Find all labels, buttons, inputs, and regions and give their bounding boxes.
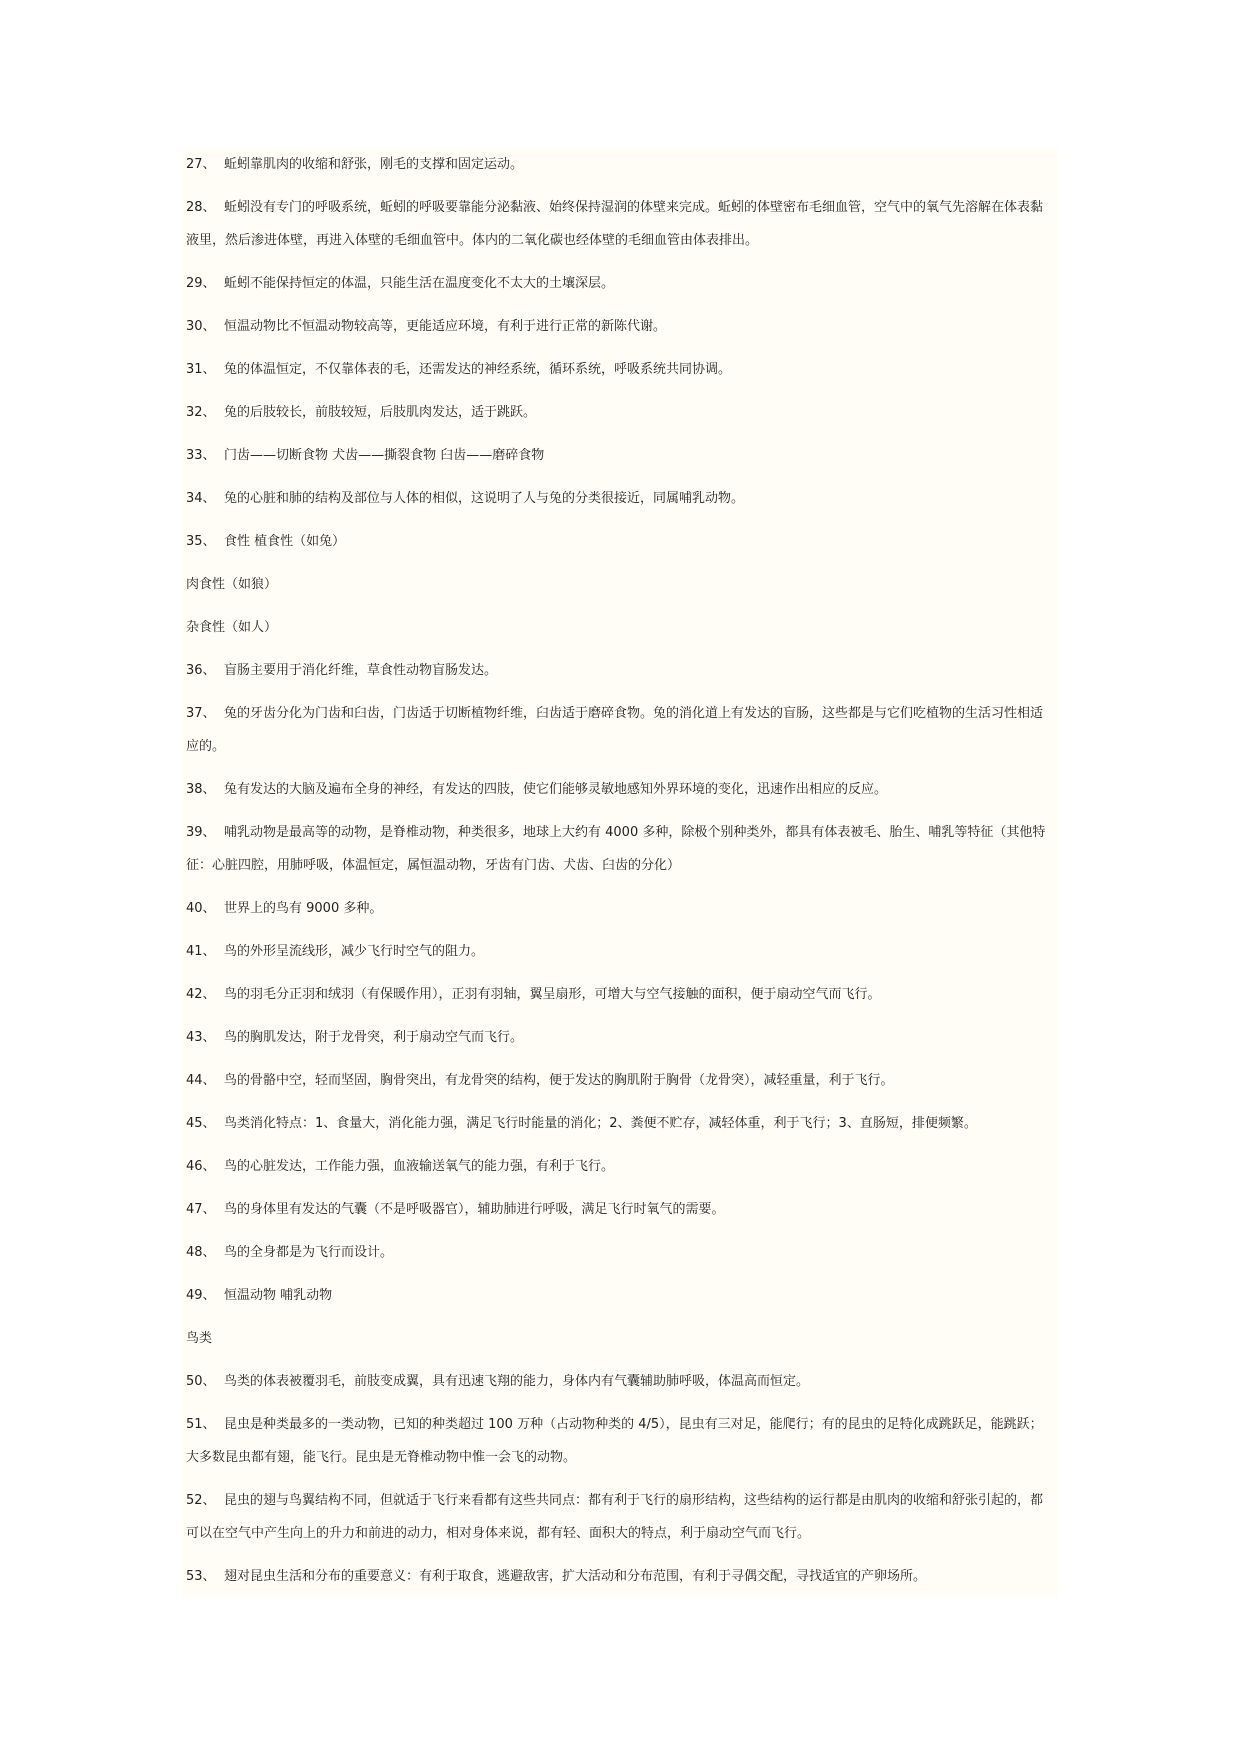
item-number: 40、 — [186, 901, 216, 916]
item-text: 蚯蚓没有专门的呼吸系统，蚯蚓的呼吸要靠能分泌黏液、始终保持湿润的体壁来完成。蚯蚓的体壁密布毛细血管，空气中的氧气先溶解在体表黏液里，然后渗进体壁，再进入体壁的毛细血管中。体内的二氧化碳也经体壁的毛细血管由体表排出。 — [186, 200, 1044, 248]
list-item — [186, 1021, 1054, 1054]
item-number: 41、 — [186, 944, 216, 959]
item-text: 兔有发达的大脑及遍布全身的神经，有发达的四肢，使它们能够灵敏地感知外界环境的变化，迅速作出相应的反应。 — [224, 782, 888, 797]
list-item — [186, 1322, 1054, 1355]
list-item — [186, 654, 1054, 687]
item-text: 杂食性（如人） — [186, 620, 278, 635]
item-number: 32、 — [186, 405, 216, 420]
item-number: 33、 — [186, 448, 216, 463]
entry-list — [186, 148, 1054, 1593]
item-number: 43、 — [186, 1030, 216, 1045]
item-text: 世界上的鸟有 9000 多种。 — [224, 901, 383, 916]
list-item — [186, 1193, 1054, 1226]
list-item — [186, 697, 1054, 763]
item-number: 27、 — [186, 157, 216, 172]
item-number: 44、 — [186, 1073, 216, 1088]
list-item — [186, 396, 1054, 429]
item-text: 兔的后肢较长，前肢较短，后肢肌肉发达，适于跳跃。 — [224, 405, 537, 420]
item-number: 47、 — [186, 1202, 216, 1217]
item-number: 29、 — [186, 276, 216, 291]
item-text: 恒温动物比不恒温动物较高等，更能适应环境，有利于进行正常的新陈代谢。 — [224, 319, 667, 334]
list-item — [186, 773, 1054, 806]
item-number: 38、 — [186, 782, 216, 797]
item-text: 兔的牙齿分化为门齿和臼齿，门齿适于切断植物纤维，臼齿适于磨碎食物。兔的消化道上有发达的盲肠，这些都是与它们吃植物的生活习性相适应的。 — [186, 706, 1044, 754]
item-text: 恒温动物 哺乳动物 — [224, 1288, 333, 1303]
item-text: 盲肠主要用于消化纤维，草食性动物盲肠发达。 — [224, 663, 498, 678]
item-text: 兔的体温恒定，不仅靠体表的毛，还需发达的神经系统，循环系统，呼吸系统共同协调。 — [224, 362, 732, 377]
list-item — [186, 1484, 1054, 1550]
list-item — [186, 935, 1054, 968]
item-text: 翅对昆虫生活和分布的重要意义：有利于取食，逃避敌害，扩大活动和分布范围，有利于寻偶交配，寻找适宜的产卵场所。 — [224, 1569, 927, 1584]
item-number: 45、 — [186, 1116, 216, 1131]
list-item — [186, 1365, 1054, 1398]
item-text: 门齿——切断食物 犬齿——撕裂食物 臼齿——磨碎食物 — [224, 448, 545, 463]
item-number: 50、 — [186, 1374, 216, 1389]
item-text: 鸟的全身都是为飞行而设计。 — [224, 1245, 394, 1260]
list-item — [186, 353, 1054, 386]
list-item — [186, 1150, 1054, 1183]
list-item — [186, 1064, 1054, 1097]
item-number: 36、 — [186, 663, 216, 678]
list-item — [186, 525, 1054, 558]
item-number: 49、 — [186, 1288, 216, 1303]
item-text: 鸟的羽毛分正羽和绒羽（有保暖作用），正羽有羽轴，翼呈扇形，可增大与空气接触的面积，便于扇动空气而飞行。 — [224, 987, 881, 1002]
item-number: 28、 — [186, 200, 216, 215]
document-page — [182, 148, 1058, 1597]
list-item — [186, 439, 1054, 472]
item-text: 鸟的心脏发达，工作能力强，血液输送氧气的能力强，有利于飞行。 — [224, 1159, 615, 1174]
item-number: 39、 — [186, 825, 216, 840]
list-item — [186, 978, 1054, 1011]
list-item — [186, 611, 1054, 644]
item-number: 30、 — [186, 319, 216, 334]
list-item — [186, 1560, 1054, 1593]
item-number: 31、 — [186, 362, 216, 377]
list-item — [186, 816, 1054, 882]
item-text: 哺乳动物是最高等的动物，是脊椎动物，种类很多，地球上大约有 4000 多种，除极个别种类外，都具有体表被毛、胎生、哺乳等特征（其他特征：心脏四腔，用肺呼吸，体温恒定，属恒温动物，牙齿有门齿、犬齿、臼齿的分化） — [186, 825, 1046, 873]
item-text: 鸟的外形呈流线形，减少飞行时空气的阻力。 — [224, 944, 485, 959]
item-number: 53、 — [186, 1569, 216, 1584]
item-text: 昆虫的翅与鸟翼结构不同，但就适于飞行来看都有这些共同点：都有利于飞行的扇形结构，这些结构的运行都是由肌肉的收缩和舒张引起的，都可以在空气中产生向上的升力和前进的动力，相对身体来说，都有轻、面积大的特点，利于扇动空气而飞行。 — [186, 1493, 1044, 1541]
list-item — [186, 148, 1054, 181]
list-item — [186, 1279, 1054, 1312]
item-text: 蚯蚓靠肌肉的收缩和舒张，刚毛的支撑和固定运动。 — [224, 157, 524, 172]
item-text: 鸟类 — [186, 1331, 213, 1346]
list-item — [186, 568, 1054, 601]
item-number: 46、 — [186, 1159, 216, 1174]
list-item — [186, 1107, 1054, 1140]
item-text: 鸟类的体表被覆羽毛，前肢变成翼，具有迅速飞翔的能力，身体内有气囊辅助肺呼吸，体温高而恒定。 — [224, 1374, 810, 1389]
list-item — [186, 892, 1054, 925]
item-number: 52、 — [186, 1493, 216, 1508]
item-number: 35、 — [186, 534, 216, 549]
item-number: 34、 — [186, 491, 216, 506]
item-text: 食性 植食性（如兔） — [224, 534, 346, 549]
item-text: 鸟类消化特点：1、食量大，消化能力强，满足飞行时能量的消化；2、粪便不贮存，减轻体重，利于飞行；3、直肠短，排便频繁。 — [224, 1116, 977, 1131]
list-item — [186, 310, 1054, 343]
list-item — [186, 267, 1054, 300]
item-number: 37、 — [186, 706, 216, 721]
item-number: 51、 — [186, 1417, 216, 1432]
item-text: 蚯蚓不能保持恒定的体温，只能生活在温度变化不太大的土壤深层。 — [224, 276, 615, 291]
list-item — [186, 191, 1054, 257]
list-item — [186, 482, 1054, 515]
item-text: 鸟的胸肌发达，附于龙骨突，利于扇动空气而飞行。 — [224, 1030, 524, 1045]
item-text: 兔的心脏和肺的结构及部位与人体的相似，这说明了人与兔的分类很接近，同属哺乳动物。 — [224, 491, 745, 506]
item-text: 鸟的骨骼中空，轻而坚固，胸骨突出，有龙骨突的结构，便于发达的胸肌附于胸骨（龙骨突），减轻重量，利于飞行。 — [224, 1073, 894, 1088]
list-item — [186, 1408, 1054, 1474]
item-text: 肉食性（如狼） — [186, 577, 278, 592]
item-text: 鸟的身体里有发达的气囊（不是呼吸器官），辅助肺进行呼吸，满足飞行时氧气的需要。 — [224, 1202, 725, 1217]
item-number: 42、 — [186, 987, 216, 1002]
item-number: 48、 — [186, 1245, 216, 1260]
item-text: 昆虫是种类最多的一类动物，已知的种类超过 100 万种（占动物种类的 4/5），昆虫有三对足，能爬行；有的昆虫的足特化成跳跃足，能跳跃；大多数昆虫都有翅，能飞行。昆虫是无脊椎动物中惟一会飞的动物。 — [186, 1417, 1043, 1465]
list-item — [186, 1236, 1054, 1269]
